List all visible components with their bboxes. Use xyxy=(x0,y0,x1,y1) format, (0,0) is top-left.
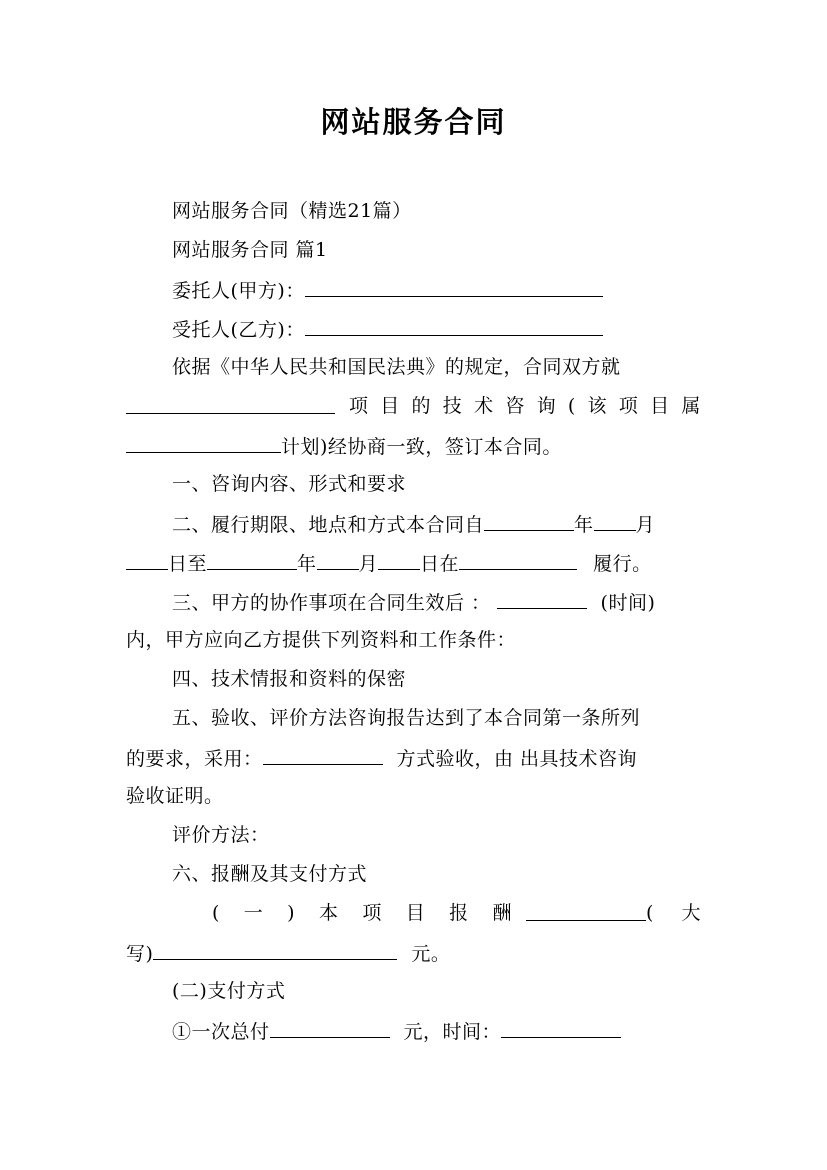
text-char: 一 xyxy=(243,902,264,924)
paragraph-text: ( xyxy=(646,902,654,924)
trustee-label: 受托人(乙方)： xyxy=(172,319,305,341)
paragraph-text: (时间) xyxy=(600,592,656,614)
paragraph-line: 评价方法： xyxy=(172,824,270,846)
paragraph-line xyxy=(126,939,450,967)
document-title: 网站服务合同 xyxy=(320,105,507,139)
start-day-blank[interactable] xyxy=(126,549,168,570)
text-char: 目 xyxy=(405,902,426,924)
paragraph-text: 大 xyxy=(681,902,701,924)
text-char: 报 xyxy=(449,902,469,924)
start-month-blank[interactable] xyxy=(594,510,636,531)
paragraph-text: 写) xyxy=(126,943,154,965)
paragraph-text: 的要求，采用： xyxy=(126,748,263,770)
paragraph-line xyxy=(212,900,701,926)
text-char: 项 xyxy=(349,395,369,417)
text-char: 本 xyxy=(318,902,339,924)
paragraph-text: 月 xyxy=(635,514,656,536)
collection-heading: 网站服务合同（精选21篇） xyxy=(172,200,412,222)
lump-sum-blank[interactable] xyxy=(270,1017,390,1038)
client-line xyxy=(172,276,603,304)
remuneration-blank[interactable] xyxy=(526,900,646,921)
text-char: 的 xyxy=(411,395,432,417)
paragraph-text: 元。 xyxy=(411,943,451,965)
justified-text xyxy=(349,393,701,419)
justified-text xyxy=(212,900,512,926)
article-heading: 网站服务合同 篇1 xyxy=(172,239,328,261)
paragraph-line xyxy=(172,588,655,616)
paragraph-text: 方式验收，由 出具技术咨询 xyxy=(396,748,638,770)
start-year-blank[interactable] xyxy=(484,510,574,531)
text-char: 咨 xyxy=(505,395,525,417)
paragraph-line xyxy=(172,1017,621,1045)
paragraph-text: 二、履行期限、地点和方式本合同自 xyxy=(172,514,485,536)
paragraph-text: ①一次总付 xyxy=(172,1021,270,1043)
section-heading: 一、咨询内容、形式和要求 xyxy=(172,473,407,495)
end-month-blank[interactable] xyxy=(317,549,359,570)
paragraph-line: 内，甲方应向乙方提供下列资料和工作条件： xyxy=(126,629,517,651)
paragraph-text: 三、甲方的协作事项在合同生效后 ： xyxy=(172,592,491,614)
text-char: ) xyxy=(287,902,296,924)
text-char: 项 xyxy=(362,902,382,924)
text-char: ( xyxy=(212,902,220,924)
paragraph-text: 日在 xyxy=(420,553,460,575)
text-char: 询 xyxy=(536,395,557,417)
text-char: 目 xyxy=(650,395,670,417)
paragraph-text: 年 xyxy=(297,553,317,575)
paragraph-text: 日至 xyxy=(168,553,208,575)
acceptance-method-blank[interactable] xyxy=(263,744,383,765)
end-year-blank[interactable] xyxy=(207,549,297,570)
paragraph-line: 验收证明。 xyxy=(126,785,224,807)
location-blank[interactable] xyxy=(459,549,577,570)
section-heading: 六、报酬及其支付方式 xyxy=(172,863,368,885)
payment-time-blank[interactable] xyxy=(501,1017,621,1038)
paragraph-line xyxy=(126,393,701,419)
paragraph-line xyxy=(172,510,655,538)
paragraph-line: 五、验收、评价方法咨询报告达到了本合同第一条所列 xyxy=(172,707,641,729)
text-char: ( xyxy=(567,395,576,417)
client-label: 委托人(甲方)： xyxy=(172,280,305,302)
client-blank[interactable] xyxy=(305,276,603,297)
text-char: 项 xyxy=(618,395,639,417)
text-char: 该 xyxy=(587,395,608,417)
text-char: 属 xyxy=(681,395,701,417)
paragraph-text: 履行。 xyxy=(593,553,652,575)
text-char: 术 xyxy=(474,395,494,417)
text-char: 技 xyxy=(442,395,463,417)
plan-blank[interactable] xyxy=(126,432,281,453)
trustee-line xyxy=(172,315,603,343)
paragraph-text: 年 xyxy=(574,514,594,536)
project-blank[interactable] xyxy=(126,393,335,414)
paragraph-text: 月 xyxy=(358,553,379,575)
text-char: 目 xyxy=(380,395,400,417)
end-day-blank[interactable] xyxy=(378,549,420,570)
section-heading: 四、技术情报和资料的保密 xyxy=(172,668,407,690)
paragraph-line xyxy=(126,432,562,460)
paragraph-text: 元，时间： xyxy=(403,1021,502,1043)
time-blank[interactable] xyxy=(497,588,587,609)
amount-in-words-blank[interactable] xyxy=(153,939,397,960)
trustee-blank[interactable] xyxy=(305,315,603,336)
paragraph-line xyxy=(126,744,637,772)
text-char: 酬 xyxy=(492,902,512,924)
paragraph-line xyxy=(126,549,652,577)
paragraph-line: 依据《中华人民共和国民法典》的规定，合同双方就 xyxy=(172,356,621,378)
paragraph-text: 计划)经协商一致，签订本合同。 xyxy=(281,436,562,458)
paragraph-line: (二)支付方式 xyxy=(172,980,286,1002)
